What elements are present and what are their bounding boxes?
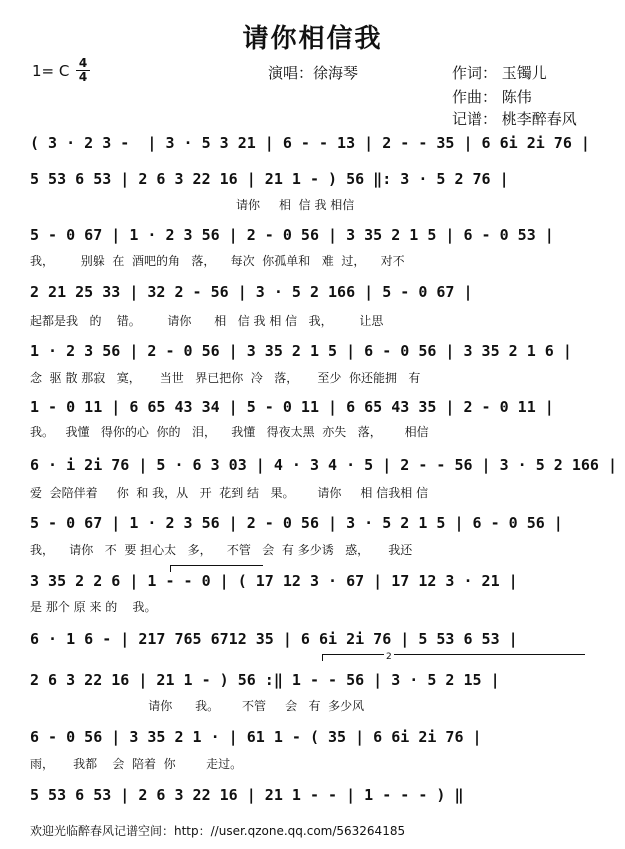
lyric-line-6: 我。 我懂 得你的心 你的 泪， 我懂 得夜太黑 亦失 落， 相信	[30, 425, 429, 439]
lyric-line-11: 请你 我。 不管 会 有 多少风	[30, 699, 365, 713]
meter-top: 4	[78, 56, 88, 70]
footer-credit: 欢迎光临醉春风记谱空间：http：//user.qzone.qq.com/563264185	[30, 824, 406, 838]
lyric-line-4: 起都是我 的 错。 请你 相 信 我 相 信 我， 让思	[30, 314, 384, 328]
score-line-13: 5 53 6 53 | 2 6 3 22 16 | 21 1 - - | 1 - - - ) ‖	[30, 786, 464, 804]
score-line-2: 5 53 6 53 | 2 6 3 22 16 | 21 1 - ) 56 ‖: 3 · 5 2 76 |	[30, 170, 509, 188]
score-line-9: 3 35 2 2 6 | 1 - - 0 | ( 17 12 3 · 67 | 17 12 3 · 21 |	[30, 572, 518, 590]
lyric-line-9: 是 那个 原 来 的 我。	[30, 600, 157, 614]
first-ending-bracket	[170, 565, 263, 572]
singer-credit: 演唱：徐海琴	[268, 64, 359, 82]
lyricist-credit: 作词： 玉镯儿	[452, 64, 547, 82]
score-line-3: 5 - 0 67 | 1 · 2 3 56 | 2 - 0 56 | 3 35 2 1 5 | 6 - 0 53 |	[30, 226, 554, 244]
lyric-line-12: 雨， 我都 会 陪着 你 走过。	[30, 757, 243, 771]
score-line-6: 1 - 0 11 | 6 65 43 34 | 5 - 0 11 | 6 65 43 35 | 2 - 0 11 |	[30, 398, 554, 416]
score-line-5: 1 · 2 3 56 | 2 - 0 56 | 3 35 2 1 5 | 6 - 0 56 | 3 35 2 1 6 |	[30, 342, 572, 360]
lyric-line-5: 念 驱 散 那寂 寞， 当世 界已把你 冷 落， 至少 你还能拥 有	[30, 371, 421, 385]
song-title: 请你相信我	[242, 24, 383, 54]
lyric-line-7: 爱 会陪伴着 你 和 我，从 开 花到 结 果。 请你 相 信我相 信	[30, 486, 429, 500]
second-ending-bracket	[322, 654, 585, 661]
score-line-7: 6 · i 2i 76 | 5 · 6 3 03 | 4 · 3 4 · 5 | 2 - - 56 | 3 · 5 2 166 |	[30, 456, 617, 474]
transcriber-credit: 记谱： 桃李醉春风	[452, 110, 577, 128]
lyric-line-2: 请你 相 信 我 相信	[30, 198, 355, 212]
time-signature	[76, 58, 90, 83]
score-line-12: 6 - 0 56 | 3 35 2 1 · | 61 1 - ( 35 | 6 6i 2i 76 |	[30, 728, 482, 746]
score-line-10: 6 · 1 6 - | 217 765 6712 35 | 6 6i 2i 76 | 5 53 6 53 |	[30, 630, 518, 648]
score-line-11: 2 6 3 22 16 | 21 1 - ) 56 :‖ 1 - - 56 | 3 · 5 2 15 |	[30, 671, 500, 689]
meter-bottom: 4	[78, 70, 88, 84]
lyric-line-8: 我， 请你 不 要 担心太 多， 不管 会 有 多少诱 惑， 我还	[30, 543, 413, 557]
lyric-line-3: 我， 别躲 在 酒吧的角 落， 每次 你孤单和 难 过， 对不	[30, 254, 405, 268]
composer-credit: 作曲： 陈伟	[452, 88, 532, 106]
key-signature: 1= C	[32, 62, 70, 80]
score-line-1: ( 3 · 2 3 - | 3 · 5 3 21 | 6 - - 13 | 2 - - 35 | 6 6i 2i 76 |	[30, 134, 590, 152]
score-line-4: 2 21 25 33 | 32 2 - 56 | 3 · 5 2 166 | 5 - 0 67 |	[30, 283, 473, 301]
second-ending-number: 2	[386, 652, 392, 662]
score-line-8: 5 - 0 67 | 1 · 2 3 56 | 2 - 0 56 | 3 · 5 2 1 5 | 6 - 0 56 |	[30, 514, 563, 532]
